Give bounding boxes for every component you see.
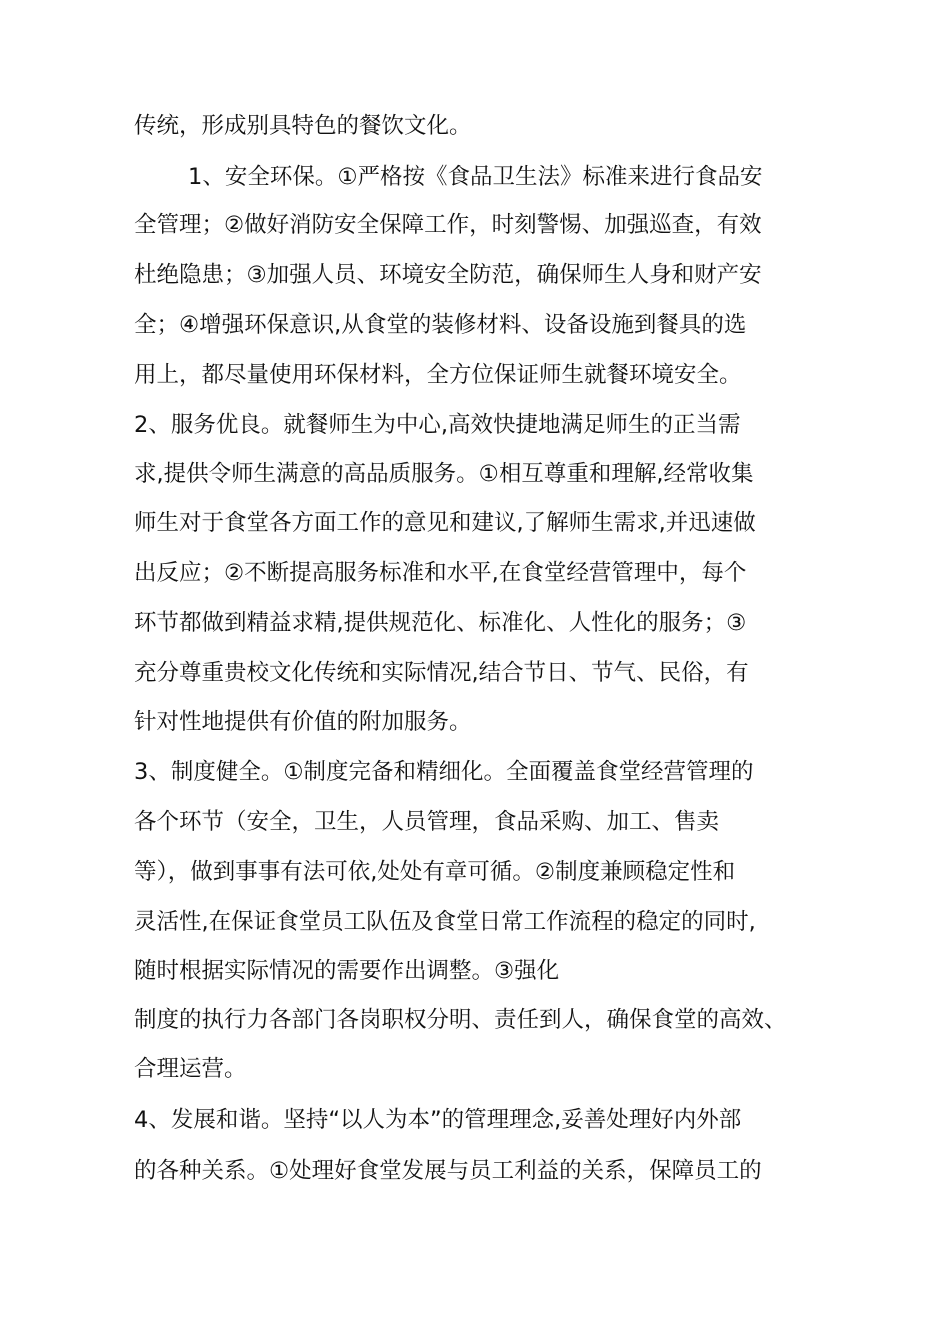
text-line: 师生对于食堂各方面工作的意见和建议,了解师生需求,并迅速做 xyxy=(134,510,756,536)
text-line: 的各种关系。①处理好食堂发展与员工利益的关系，保障员工的 xyxy=(134,1158,762,1184)
text-line: 1、安全环保。①严格按《食品卫生法》标准来进行食品安 xyxy=(188,164,763,190)
text-line: 求,提供令师生满意的高品质服务。①相互尊重和理解,经常收集 xyxy=(134,461,754,487)
text-line: 4、发展和谐。坚持“以人为本”的管理理念,妥善处理好内外部 xyxy=(134,1107,742,1133)
text-line: 灵活性,在保证食堂员工队伍及食堂日常工作流程的稳定的同时, xyxy=(134,909,756,935)
text-line: 3、制度健全。①制度完备和精细化。全面覆盖食堂经营管理的 xyxy=(134,759,754,785)
text-line: 杜绝隐患；③加强人员、环境安全防范，确保师生人身和财产安 xyxy=(134,262,762,288)
text-line: 针对性地提供有价值的附加服务。 xyxy=(134,709,472,735)
text-line: 全管理；②做好消防安全保障工作，时刻警惕、加强巡查，有效 xyxy=(134,212,762,238)
text-line: 充分尊重贵校文化传统和实际情况,结合节日、节气、民俗，有 xyxy=(134,660,749,686)
text-line: 合理运营。 xyxy=(134,1056,247,1082)
text-line: 制度的执行力各部门各岗职权分明、责任到人，确保食堂的高效、 xyxy=(134,1007,787,1033)
text-line: 随时根据实际情况的需要作出调整。③强化 xyxy=(134,958,560,984)
text-line: 环节都做到精益求精,提供规范化、标准化、人性化的服务；③ xyxy=(134,610,747,636)
text-line: 等），做到事事有法可依,处处有章可循。②制度兼顾稳定性和 xyxy=(134,859,736,885)
text-line: 出反应；②不断提高服务标准和水平,在食堂经营管理中，每个 xyxy=(134,560,747,586)
text-line: 用上，都尽量使用环保材料，全方位保证师生就餐环境安全。 xyxy=(134,362,742,388)
text-line: 各个环节（安全，卫生，人员管理，食品采购、加工、售卖 xyxy=(134,809,720,835)
text-line: 2、服务优良。就餐师生为中心,高效快捷地满足师生的正当需 xyxy=(134,412,741,438)
text-line: 全；④增强环保意识,从食堂的装修材料、设备设施到餐具的选 xyxy=(134,312,747,338)
text-line: 传统，形成别具特色的餐饮文化。 xyxy=(134,113,472,139)
